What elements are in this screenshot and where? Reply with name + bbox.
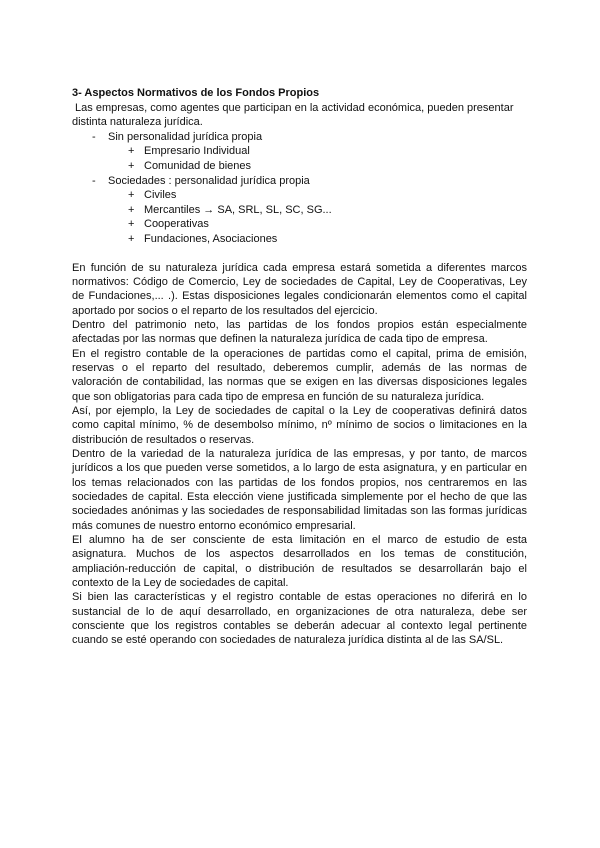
text-line <box>72 332 527 346</box>
text-line-content: los temas relacionados con las partidas de los fondos propios, nos centraremos en las <box>72 476 527 489</box>
text-line <box>72 605 527 619</box>
text-line-content: Así, por ejemplo, la Ley de sociedades de capital o la Ley de cooperativas definirá datos <box>72 404 527 417</box>
text-line-content: En función de su naturaleza jurídica cada empresa estará sometida a diferentes marcos <box>72 261 527 274</box>
text-line <box>72 519 527 533</box>
paragraph <box>72 533 527 590</box>
list-marker: + <box>128 145 135 158</box>
body-text <box>72 261 527 648</box>
text-line-content: como capital mínimo, % de desembolso mínimo, nº mínimo de socios o limitaciones en la <box>72 419 527 432</box>
text-line <box>72 576 527 590</box>
section-heading: 3- Aspectos Normativos de los Fondos Propios <box>72 87 320 99</box>
text-line <box>72 476 527 490</box>
list-marker: - <box>92 130 96 143</box>
text-line <box>72 261 527 275</box>
text-line-content: consciente que los registros contables se deberán adecuar al contexto legal pertinente <box>72 620 527 633</box>
paragraph <box>72 590 527 647</box>
text-line <box>72 289 527 303</box>
text-line-content: más comunes de nuestro entorno económico empresarial. <box>72 519 356 532</box>
text-line <box>72 433 527 447</box>
list-item-text: Cooperativas <box>144 218 209 231</box>
text-line-content: Dentro de la variedad de la naturaleza jurídica de las empresas, y por tanto, de marcos <box>72 448 527 460</box>
text-line-content: jurídicos a los que pueden verse sometidos, a lo largo de esta asignatura, y en particular en <box>72 462 527 475</box>
text-line <box>72 375 527 389</box>
text-line <box>72 490 527 504</box>
text-line <box>72 404 527 418</box>
text-line <box>72 361 527 375</box>
list-item <box>72 232 527 247</box>
spacer <box>72 247 527 261</box>
text-line <box>72 275 527 289</box>
list-marker: + <box>128 218 135 231</box>
text-line <box>72 390 527 404</box>
text-line <box>72 418 527 432</box>
text-line <box>72 461 527 475</box>
list-item-text: Mercantiles → SA, SRL, SL, SC, SG... <box>144 203 332 216</box>
text-line-content: aportado por socios o el reparto de los resultados del ejercicio. <box>72 304 378 317</box>
list-item-text: Empresario Individual <box>144 145 250 158</box>
paragraph <box>72 404 527 447</box>
paragraph <box>72 447 527 533</box>
text-line-content: asignatura. Muchos de los aspectos desarrollados en los temas de constitución, <box>72 548 527 561</box>
text-line <box>72 547 527 561</box>
text-line <box>72 562 527 576</box>
text-line-content: valoración de contabilidad, las normas que se exigen en las diversas disposiciones legales <box>72 376 527 389</box>
text-line-content: que son obligatorias para cada tipo de empresa en función de su naturaleza jurídica. <box>72 390 485 403</box>
text-line <box>72 304 527 318</box>
text-line <box>72 533 527 547</box>
list-marker: + <box>128 159 135 172</box>
text-line-content: Dentro del patrimonio neto, las partidas de los fondos propios están especialmente <box>72 318 527 331</box>
text-line-content: sustancial de lo de aquí desarrollado, en organizaciones de otra naturaleza, debe ser <box>72 605 527 618</box>
list-item <box>72 203 527 218</box>
text-line-content: cuando se esté operando con sociedades de naturaleza jurídica distinta al de las SA/SL. <box>72 634 504 647</box>
paragraph <box>72 261 527 318</box>
list-item <box>72 159 527 174</box>
text-line-content: contexto de la Ley de sociedades de capital. <box>72 577 289 590</box>
text-line <box>72 318 527 332</box>
list-item <box>72 144 527 159</box>
text-line-content: El alumno ha de ser consciente de esta limitación en el marco de estudio de esta <box>72 534 527 547</box>
text-line-content: de Fundaciones,... .). Estas disposiciones legales condicionarán elementos como el capital <box>72 290 527 303</box>
document-page <box>72 86 527 648</box>
text-line-content: reservas o el reparto del resultado, deberemos cumplir, además de las normas de <box>72 361 527 374</box>
text-line <box>72 590 527 604</box>
text-line-content: Si bien las características y el registro contable de estas operaciones no diferirá en lo <box>72 591 527 604</box>
list-item-text: Sociedades : personalidad jurídica propia <box>108 174 310 187</box>
text-line-content: ampliación-reducción de capital, o distribución de resultados se desarrollarán bajo el <box>72 562 527 575</box>
list-marker: + <box>128 189 135 202</box>
text-line <box>72 633 527 647</box>
list-item <box>72 217 527 232</box>
paragraph <box>72 347 527 404</box>
list-item-text: Civiles <box>144 189 177 202</box>
list-marker: + <box>128 203 135 216</box>
list-marker: - <box>92 174 96 187</box>
list-item <box>72 174 527 189</box>
text-line-content: En el registro contable de la operaciones de partidas como el capital, prima de emisión, <box>72 347 527 360</box>
text-line-content: afectadas por las normas que definen la naturaleza jurídica de cada tipo de empresa. <box>72 333 488 346</box>
list-item-text: Sin personalidad jurídica propia <box>108 130 263 143</box>
text-line-content: normativos: Código de Comercio, Ley de sociedades de Capital, Ley de Cooperativas, Ley <box>72 275 527 288</box>
text-line <box>72 504 527 518</box>
list-item-text: Fundaciones, Asociaciones <box>144 232 278 245</box>
intro-line: distinta naturaleza jurídica. <box>72 116 203 129</box>
list-item <box>72 130 527 145</box>
intro-paragraph <box>72 101 527 130</box>
intro-line: Las empresas, como agentes que participan en la actividad económica, pueden presentar <box>72 101 514 114</box>
text-line <box>72 347 527 361</box>
list-item-text: Comunidad de bienes <box>144 159 252 172</box>
paragraph <box>72 318 527 347</box>
list-marker: + <box>128 232 135 245</box>
text-line-content: distribución de resultados o reservas. <box>72 433 255 446</box>
text-line <box>72 447 527 461</box>
text-line-content: sociedades de capital. Esta elección viene justificada simplemente por el hecho de que las <box>72 491 527 504</box>
list-item <box>72 188 527 203</box>
text-line <box>72 619 527 633</box>
text-line-content: sociedades anónimas y las sociedades de responsabilidad limitadas son las formas jurídicas <box>72 505 527 518</box>
entity-type-list <box>72 130 527 247</box>
